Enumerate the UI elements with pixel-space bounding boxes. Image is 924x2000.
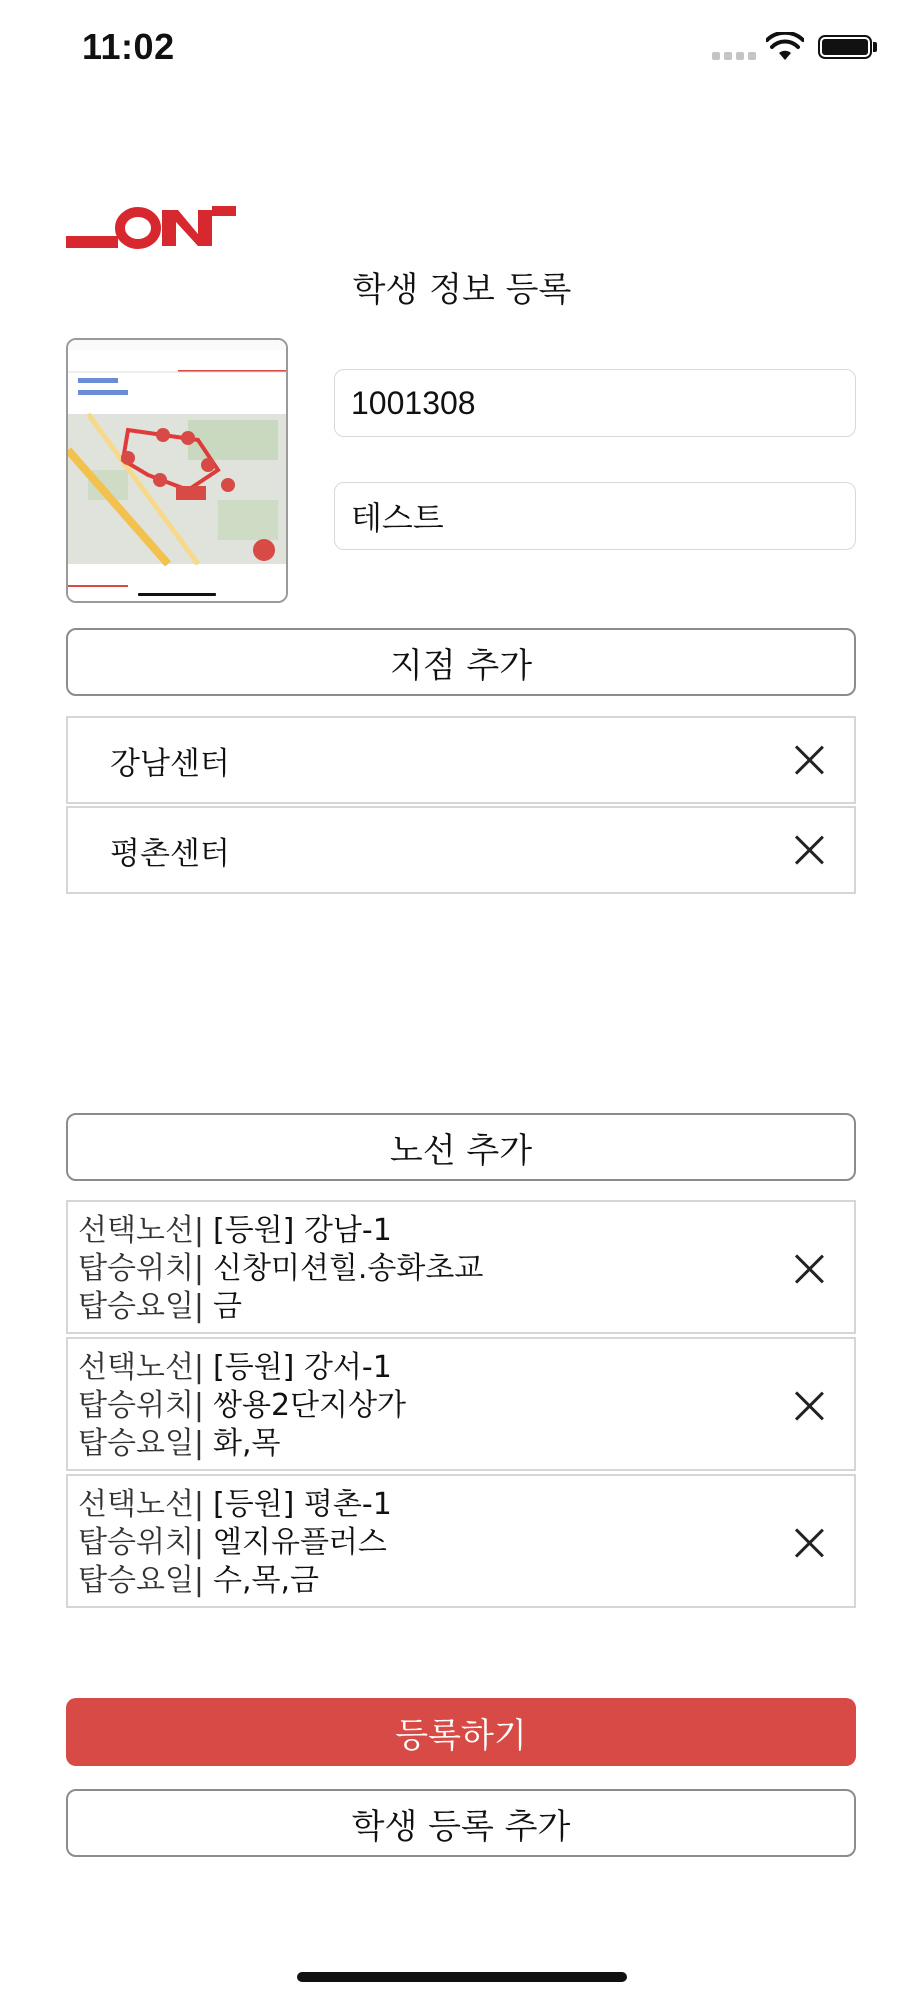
branch-name: 평촌센터 [110, 835, 230, 872]
submit-button[interactable]: 등록하기 [66, 1698, 856, 1766]
route-list-item [66, 1200, 856, 1334]
wifi-icon [766, 32, 804, 62]
days-label: 탑승요일| [78, 1289, 205, 1324]
signal-icon [712, 52, 756, 60]
days-label: 탑승요일| [78, 1426, 205, 1461]
app-preview-image[interactable] [66, 338, 288, 603]
route-label: 선택노선| [78, 1487, 205, 1522]
branch-list-item [66, 806, 856, 894]
route-list-item [66, 1337, 856, 1471]
remove-branch-close-icon[interactable] [794, 745, 824, 775]
remove-branch-close-icon[interactable] [794, 835, 824, 865]
route-label: 선택노선| [78, 1350, 205, 1385]
days-value: 화,목 [213, 1426, 281, 1461]
student-id-input[interactable] [351, 385, 839, 422]
stop-value: 엘지유플러스 [213, 1525, 387, 1560]
days-value: 수,목,금 [213, 1563, 320, 1598]
branch-name: 강남센터 [110, 745, 230, 782]
student-id-field[interactable] [334, 369, 856, 437]
add-student-button[interactable]: 학생 등록 추가 [66, 1789, 856, 1857]
stop-label: 탑승위치| [78, 1251, 205, 1286]
days-label: 탑승요일| [78, 1563, 205, 1598]
stop-label: 탑승위치| [78, 1388, 205, 1423]
student-name-field[interactable] [334, 482, 856, 550]
stop-value: 신창미션힐.송화초교 [213, 1251, 484, 1286]
route-label: 선택노선| [78, 1213, 205, 1248]
battery-icon [818, 35, 872, 59]
battery-cap [873, 42, 877, 52]
days-value: 금 [213, 1289, 242, 1324]
add-route-button[interactable]: 노선 추가 [66, 1113, 856, 1181]
add-branch-button[interactable]: 지점 추가 [66, 628, 856, 696]
stop-label: 탑승위치| [78, 1525, 205, 1560]
route-list-item [66, 1474, 856, 1608]
on-logo [66, 200, 236, 250]
route-value: [등원] 강남-1 [213, 1213, 392, 1248]
status-time: 11:02 [82, 26, 175, 67]
student-name-input[interactable] [351, 498, 839, 535]
route-value: [등원] 강서-1 [213, 1350, 392, 1385]
branch-list-item [66, 716, 856, 804]
home-indicator[interactable] [297, 1972, 627, 1982]
page-title: 학생 정보 등록 [352, 270, 572, 310]
remove-route-close-icon[interactable] [794, 1391, 824, 1421]
stop-value: 쌍용2단지상가 [213, 1388, 406, 1423]
remove-route-close-icon[interactable] [794, 1528, 824, 1558]
route-value: [등원] 평촌-1 [213, 1487, 392, 1522]
remove-route-close-icon[interactable] [794, 1254, 824, 1284]
